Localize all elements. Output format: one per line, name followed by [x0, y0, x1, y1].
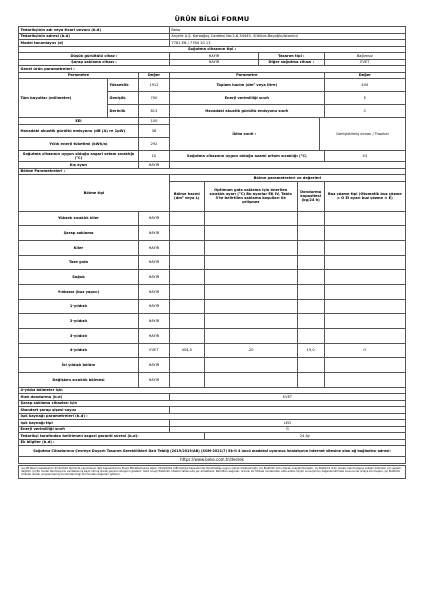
compartment-temp [204, 270, 297, 285]
compartment-freeze [297, 255, 324, 270]
width-label: Genişlik [108, 92, 139, 105]
compartment-name: Değişken sıcaklık bölmesi [19, 373, 139, 388]
volume-header: Bölme hacmi (dm³ veya L) [169, 181, 204, 211]
compartment-volume [169, 358, 204, 373]
compartment-present: HAYIR [138, 240, 169, 255]
compartment-defrost [324, 373, 405, 388]
model-label: Model tanımlayıcı (d) [19, 40, 170, 47]
light-title: Işık kaynağı parametreleri (b.d) : [19, 413, 406, 420]
compartment-defrost [324, 226, 405, 241]
compartment-present: HAYIR [138, 211, 169, 226]
low-noise-label: Düşük gürültülü cihaz : [19, 53, 170, 60]
compartment-volume [169, 255, 204, 270]
warranty-value: 24 Ay [204, 433, 405, 440]
climate-inner [170, 118, 405, 150]
noise-value: 38 [138, 124, 169, 137]
compartment-present: HAYIR [138, 314, 169, 329]
compartment-name: 3-yıldızlı [19, 329, 139, 344]
compartment-freeze [297, 240, 324, 255]
compartment-temp [204, 255, 297, 270]
climate-label: İklim sınıfı : [232, 131, 257, 136]
compartment-temp [204, 299, 297, 314]
max-temp-value: 43 [324, 151, 405, 162]
compartment-volume [169, 373, 204, 388]
param-header-2: Parametre [169, 72, 324, 79]
total-volume-value: 404 [324, 79, 405, 92]
freeze-header: Dondurma kapasitesi (kg/24 h) [297, 181, 324, 211]
compartment-freeze [297, 373, 324, 388]
compartment-temp [204, 358, 297, 373]
eei-label: EEI [19, 118, 139, 125]
energy-class-label: Enerji verimliliği sınıfı [169, 92, 324, 105]
compartment-row [19, 314, 406, 329]
compartment-volume [169, 240, 204, 255]
compartment-row [19, 373, 406, 388]
compartment-present: HAYIR [138, 358, 169, 373]
dimensions-label: Tüm boyutlar (milimetre) [19, 79, 108, 118]
defrost-header: Buz çözme tipi (Otomatik buz çözme = O El ayarı buz çözme = E) [324, 181, 405, 211]
light-class-label: Enerji verimliliği sınıfı [19, 426, 170, 433]
compartment-group-title: Bölme parametreleri ve değerleri [169, 175, 405, 182]
height-value: 1912 [138, 79, 169, 92]
climate-cell [169, 118, 405, 151]
energy-class-value: E [324, 92, 405, 105]
support-link[interactable]: https://www.beko.com.tr/destek [19, 457, 406, 464]
light-type-label: Işık kaynağı tipi [19, 420, 170, 427]
param-header-1: Parametre [19, 72, 139, 79]
compartment-present: HAYIR [138, 329, 169, 344]
compartment-row [19, 284, 406, 299]
supplier-address-value: Arçelik A.Ş. Karaağaç Caddesi No:2-6,34445, Sütlüce-Beyoğlu/İstanbul [169, 33, 405, 40]
model-value: 7781 EB / 7784 20 13 [169, 40, 405, 47]
compartment-defrost: O [324, 343, 405, 358]
compartment-freeze [297, 358, 324, 373]
compartment-row [19, 240, 406, 255]
compartment-row [19, 255, 406, 270]
compartment-temp [204, 314, 297, 329]
winter-value: HAYIR [138, 162, 169, 169]
value-header-2: Değer [324, 72, 405, 79]
other-device-label: Diğer soğutma cihazı : [258, 59, 324, 66]
compartment-present: HAYIR [138, 255, 169, 270]
compartment-temp [204, 211, 297, 226]
compartment-freeze [297, 329, 324, 344]
compartment-volume [169, 314, 204, 329]
annual-energy-label: Yıllık enerji tüketimi (kWh/a) [19, 137, 139, 150]
min-temp-label: Soğutma cihazının uygun olduğu asgari ortam sıcaklığı (°C) [19, 151, 139, 162]
compartment-name: Yüksek sıcaklık kiler [19, 211, 139, 226]
compartment-freeze: 19,0 [297, 343, 324, 358]
low-noise-value: HAYIR [169, 53, 258, 60]
wine-bottles-label: Standart şarap şişesi sayısı [19, 407, 170, 414]
compartment-present: EVET [138, 343, 169, 358]
page-title: ÜRÜN BİLGİ FORMU [174, 15, 250, 23]
compartment-volume [169, 299, 204, 314]
compartment-name: 1-yıldızlı [19, 299, 139, 314]
compartment-freeze [297, 270, 324, 285]
compartment-name: Kiler [19, 240, 139, 255]
compartment-name: Şarap saklama [19, 226, 139, 241]
compartment-defrost [324, 284, 405, 299]
compartment-temp [204, 226, 297, 241]
depth-label: Derinlik [108, 105, 139, 118]
compartment-defrost [324, 211, 405, 226]
compartment-row [19, 226, 406, 241]
compartment-freeze [297, 226, 324, 241]
light-type-value: LED [169, 420, 405, 427]
supplier-address-label: Tedarikçinin adresi (b.d) [19, 33, 170, 40]
compartment-freeze [297, 314, 324, 329]
compartment-row [19, 343, 406, 358]
compartment-defrost [324, 329, 405, 344]
extra-info-title: Ek bilgiler (b.d) : [19, 439, 406, 446]
compartment-volume [169, 329, 204, 344]
compartment-freeze [297, 211, 324, 226]
climate-value: Genişletilmiş ılıman / Tropikal [319, 118, 405, 150]
compartment-volume: 404,0 [169, 343, 204, 358]
compartment-row [19, 211, 406, 226]
regulation-text: Soğutma Cihazlarının Çevreye Duyarlı Tasarım Gereklilikleri Dair Tebliğ (2019/2019/AB) (SGM-2021/7) Ek-II 4 üncü maddesi uyarınca imalatçının internet sitesine olan ağ bağlantısı adresi: [19, 446, 406, 457]
general-params-title: Genel ürün parametreleri : [19, 66, 406, 73]
compartment-freeze [297, 284, 324, 299]
compartment-name: Yıldızsız (buz yapıcı) [19, 284, 139, 299]
max-temp-label: Soğutma cihazının uygun olduğu azami ortam sıcaklığı (°C) [169, 151, 324, 162]
warranty-label: Tedarikçi tarafından belirlenen asgari garanti süresi (b.d): [19, 433, 205, 440]
wine-device-value: HAYIR [169, 59, 258, 66]
compartment-name: Taze gıda [19, 255, 139, 270]
eei-value: 100 [138, 118, 169, 125]
compartment-row [19, 299, 406, 314]
design-type-value: Bağımsız [324, 53, 405, 60]
compartment-name: İki yıldızlı bölüm [19, 358, 139, 373]
wine-device-label: Şarap saklama cihazı : [19, 59, 170, 66]
compartment-temp [204, 240, 297, 255]
compartment-defrost [324, 270, 405, 285]
compartment-type-header: Bölme tipi [19, 175, 170, 212]
compartment-freeze [297, 299, 324, 314]
cooling-type-label: Soğutma cihazının tipi : [19, 46, 406, 53]
compartment-name: 4-yıldızlı [19, 343, 139, 358]
footnotes: (a) AB Resmi Gazetesinin 5/12/2019 tarihinde yayımlanan ilgili Kapsamlarına Enerji Etiketlemesine ilişkin 2019/2016 (AB) tüzüğü kapsamında Yönetmeliğe uygun olarak imzalanmıştır. (b) Elektrikli ürün olarak onaylanmamıştır. (c) Elektrikli ürün olarak, kendi başına çalışan bölmeler için geçerli değildir. (d) Bu model tanımlayıcısı veritabanına kayıt olmuş olarak geçerli olduğunu gösterir. Yazılı onaylı Elektrikli cihazlar tabanında yer almaktadır. Belirtilen değerler, ürünün bir fiziksel modelinden elde edilen ölçüm sonuçlarının değerlendirilmesi sonucunda ortaya konmuştur. (e) Elektrikli cihazlar olarak onaylanmamış durumdaki bilgi formundaki değerleri gösterir. [18, 465, 406, 479]
compartment-volume [169, 284, 204, 299]
compartment-name: 2-yıldızlı [19, 314, 139, 329]
fast-freeze-label: Hızlı dondurma (b.d) [19, 394, 170, 401]
url-row [19, 457, 406, 464]
width-value: 700 [138, 92, 169, 105]
compartment-volume [169, 226, 204, 241]
regulation-row [19, 446, 406, 457]
wine-title: Şarap saklama cihazları için [19, 400, 406, 407]
compartment-name: Soğuk [19, 270, 139, 285]
compartment-volume [169, 211, 204, 226]
height-label: Yükseklik [108, 79, 139, 92]
noise-label: Havadaki akustik gürültü emisyonu (dB (A) re 1pW) [19, 124, 139, 137]
compartment-present: HAYIR [138, 226, 169, 241]
compartment-temp [204, 373, 297, 388]
compartment-present: HAYIR [138, 299, 169, 314]
compartment-present: HAYIR [138, 270, 169, 285]
annual-energy-value: 292 [138, 137, 169, 150]
other-device-value: EVET [324, 59, 405, 66]
form-table [18, 26, 406, 464]
compartment-present: HAYIR [138, 373, 169, 388]
supplier-name-value: Beko [169, 27, 405, 34]
design-type-label: Tasarım tipi : [258, 53, 324, 60]
supplier-name-label: Tedarikçinin adı veya ticari unvanı (b.d) [19, 27, 170, 34]
compartment-defrost [324, 240, 405, 255]
noise-class-value: C [324, 105, 405, 118]
compartment-row [19, 270, 406, 285]
value-header-1: Değer [138, 72, 169, 79]
temp-row [19, 151, 406, 162]
depth-value: 813 [138, 105, 169, 118]
height-row [19, 79, 406, 92]
compartment-defrost [324, 358, 405, 373]
eei-row [19, 118, 406, 125]
total-volume-label: Toplam hacim (dm³ veya litre) [169, 79, 324, 92]
compartment-row [19, 358, 406, 373]
compartment-params-title: Bölme Parametreleri : [19, 168, 406, 175]
compartment-temp [204, 284, 297, 299]
compartment-volume [169, 270, 204, 285]
compartment-defrost [324, 314, 405, 329]
four-star-title: 4-yıldız bölmeler için [19, 387, 406, 394]
compartment-defrost [324, 299, 405, 314]
noise-class-label: Havadaki akustik gürültü emisyonu sınıfı [169, 105, 324, 118]
temp-header: Optimum gıda saklama için önerilen sıcaklık ayarı (°C) Bu ayarlar EK IV, Tablo 3'te belirtilen saklama koşulları ile çelişmez [204, 181, 297, 211]
compartment-defrost [324, 255, 405, 270]
winter-label: Kış ayarı [19, 162, 139, 169]
compartment-row [19, 329, 406, 344]
light-class-value: G [169, 426, 405, 433]
min-temp-value: 10 [138, 151, 169, 162]
compartment-present: HAYIR [138, 284, 169, 299]
compartment-temp: -20 [204, 343, 297, 358]
compartment-temp [204, 329, 297, 344]
fast-freeze-value: EVET [169, 394, 405, 401]
compartment-rows [19, 211, 406, 387]
